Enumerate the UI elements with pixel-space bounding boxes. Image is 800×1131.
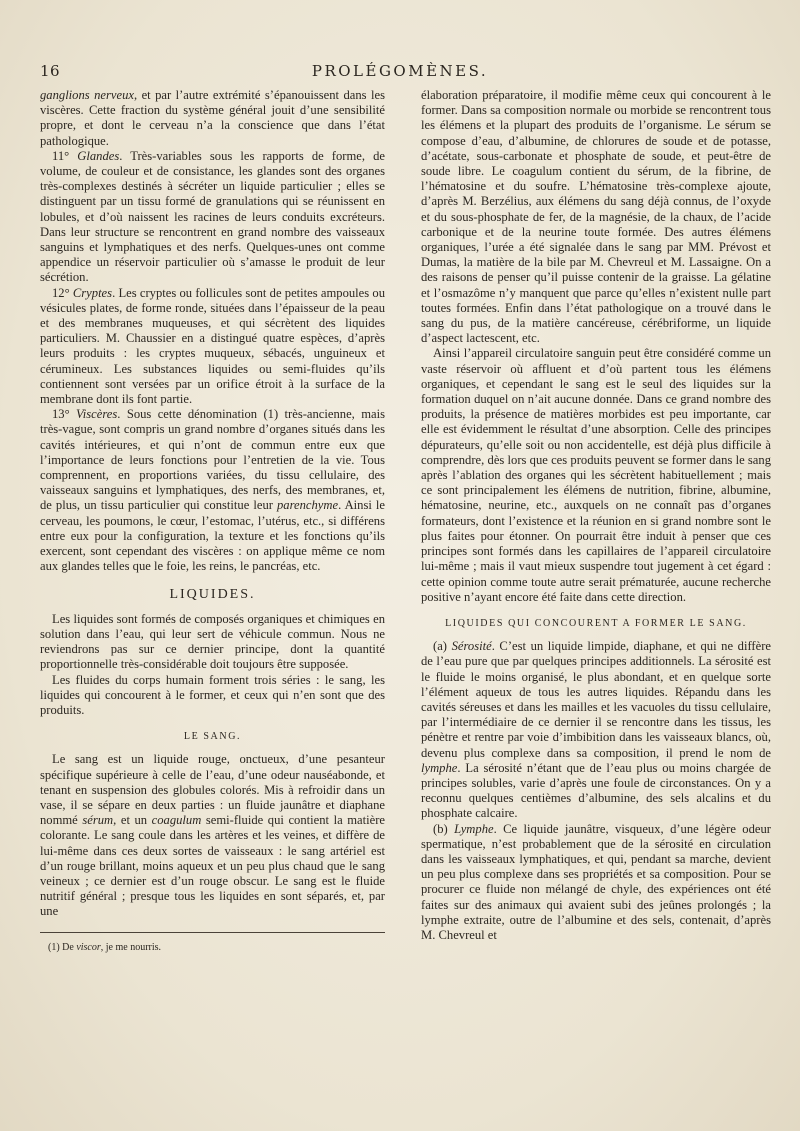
page-number: 16 [40, 62, 61, 80]
paragraph-text: , et un [113, 813, 152, 828]
item-label: (b) [433, 821, 455, 836]
paragraph-text: , et par l’autre extrémité s’épanouissent dans les viscères. Cette fraction du système général jouit d’une sensibilité propre, et dont le cerveau n’a la conscience que dans l’état pathologique. [40, 88, 386, 148]
italic-term: viscor [76, 941, 101, 953]
italic-term: Lymphe [454, 821, 494, 836]
italic-term: Glandes [77, 148, 120, 163]
paragraph-text: . Ainsi le cerveau, les poumons, le cœur, l’estomac, l’utérus, etc., si différens entre eux pour la configuration, la texture et les fonctions qu’ils exercent, sont cependant des viscères : on applique même ce nom aux glandes telles que le foie, les reins, le pancréas, etc. [40, 498, 385, 574]
left-column [40, 88, 385, 954]
paragraph-appareil: Ainsi l’appareil circulatoire sanguin peut être considéré comme un vaste réservoir où affluent et d’où partent tous les élémens organiques, et cependant le sang est le seul des liquides sur la formation duquel on n’ait aucune donnée. Dans ce grand nombre des produits, la présence de matières morbides est peu importante, car elle est évidemment le résultat d’une absorption. Celle des principes dépurateurs, qu’elle soit ou non accidentelle, est déjà plus difficile à comprendre, dès lors que ces produits peuvent se former dans le sang après l’ablation des organes qui les sécrètent habituellement ; mais ce sont principalement les élémens de nutrition, fibrine, albumine, hématosine, neurine, etc., auxquels on ne connaît pas d’organes formateurs, dont l’existence et la réunion en si grand nombre sont le plus faites pour étonner. On pourrait être induit à penser que ces principes sont formés dans les capillaires de l’appareil circulatoire lui-même ; mais il vaut mieux suspendre tout jugement à cet égard : cette opinion comme toute autre serait prématurée, aucune recherche positive n’ayant encore été faite dans cette direction. [421, 346, 771, 604]
italic-term: lymphe [421, 760, 458, 775]
paragraph-text: Le sang est un liquide rouge, onctueux, d’une pesanteur spécifique supérieure à celle de l’eau, d’une odeur nauséabonde, et tenant en suspension des globules colorés. Mis à refroidir dans un vase, il se sépare en deux parties : un fluide jaunâtre et diaphane nommé [40, 752, 385, 828]
item-number: 13° [52, 407, 77, 422]
paragraph-ganglions [40, 88, 385, 149]
italic-term: sérum [82, 813, 114, 828]
page-header [40, 62, 760, 84]
paragraph-text: . La sérosité n’étant que de l’eau plus ou moins chargée de principes solubles, varie d’après une foule de circonstances. On y a reconnu quelques centièmes d’albumine, des sels alcalins et du phosphate calcaire. [421, 760, 771, 821]
right-column [421, 88, 771, 943]
item-label: (a) [433, 639, 452, 654]
paragraph-lymphe [421, 822, 771, 944]
paragraph-cryptes [40, 286, 385, 408]
paragraph-elaboration: élaboration préparatoire, il modifie même ceux qui concourent à le former. Dans sa composition normale ou morbide se rencontrent tous les élémens et la plupart des produits de l’organisme. Le sérum se compose d’eau, d’albumine, de chlorures de soude et de potasse, d’acétate, sous-carbonate et phosphate de soude, et peut-être de soude libre. Le coagulum contient du sérum, de la fibrine, de l’hématosine et du soufre. L’hématosine très-complexe ajoute, d’après M. Berzélius, aux élémens du sang déjà connus, de l’oxyde et du sous-phosphate de fer, de la magnésie, de la chaux, de l’acide carbonique et de la neurine toute formée. Des autres élémens organiques, l’urée a été signalée dans le sang par MM. Prévost et Dumas, la matière de la bile par M. Chevreul et M. Lassaigne. On a des raisons de penser qu’il puisse contenir de la graisse. La gélatine et l’osmazôme n’y manquent que parce qu’elles n’existent nulle part toutes formées. Enfin dans l’état pathologique on a trouvé dans le sang du pus, de la matière cancéreuse, cérébriforme, un liquide d’aspect lactescent, etc. [421, 88, 771, 346]
running-head: PROLÉGOMÈNES. [311, 62, 489, 80]
paragraph-text: . Les cryptes ou follicules sont de petites ampoules ou vésicules plates, de forme ronde, situées dans l’épaisseur de la peau et des membranes muqueuses, et qui sécrètent des liquides particuliers. M. Chaussier en a distingué quatre espèces, d’après leurs produits : les cryptes muqueux, sébacés, unguineux et cérumineux. Les substances liquides ou semi-fluides qu’ils contiennent sont versées par un orifice étroit à la surface de la membrane dont ils font partie. [40, 285, 385, 407]
paragraph-text: . Très-variables sous les rapports de forme, de volume, de couleur et de consistance, les glandes sont des organes très-complexes destinés à sécréter un liquide particulier ; elles se distinguent par un tissu formé de granulations qui se réunissent en lobules, et d’où naissent les racines de leurs conduits excréteurs. Dans leur structure se rencontrent en grand nombre des vaisseaux sanguins et lymphatiques et des nerfs. Quelques-unes ont comme appendice un réservoir particulier où s’amasse le produit de leur sécrétion. [40, 148, 385, 285]
section-title-sang: LE SANG. [183, 731, 242, 743]
footnote-text: (1) De [48, 941, 77, 953]
italic-term: Cryptes [72, 285, 113, 300]
paragraph-text: . C’est un liquide limpide, diaphane, et qui ne diffère de l’eau pure que par quelques principes additionnels. La sérosité est le fluide le moins organisé, le plus abondant, et en quelque sorte l’élément aqueux de tous les autres liquides. Répandu dans les cavités séreuses et dans les mailles et les vacuoles du tissu cellulaire, par l’intermédiaire de ce dernier il se rencontre dans les tissus, les pénètre et rentre par voie d’imbibition dans les vaisseaux blancs, où, devenu plus complexe dans sa composition, il prend le nom de [421, 639, 771, 760]
paragraph-liquides-2: Les fluides du corps humain forment trois séries : le sang, les liquides qui concourent à le former, et ceux qui n’en sont que des produits. [40, 672, 385, 717]
paragraph-sang [40, 752, 385, 919]
section-title-liquides: LIQUIDES. [169, 586, 256, 602]
paragraph-text: semi-fluide qui contient la matière colorante. Le sang coule dans les artères et les veines, et diffère de lui-même dans ces deux sortes de vaisseaux : le sang artériel est d’un rouge brillant, moins aqueux et un peu plus chaud que le sang veineux ; ce dernier est d’un rouge obscur. Le sang est le fluide nutritif général ; presque tous les liquides en sont séparés, et, par une [40, 813, 385, 919]
italic-term: ganglions nerveux [40, 88, 134, 102]
footnote-text: , je me nourris. [100, 941, 162, 953]
italic-term: Sérosité [451, 639, 492, 654]
paragraph-visceres [40, 407, 385, 574]
italic-term: parenchyme [276, 498, 339, 513]
italic-term: Viscères [76, 407, 118, 422]
paragraph-text: . Ce liquide jaunâtre, visqueux, d’une légère odeur spermatique, n’est probablement que de la sérosité en circulation dans les vaisseaux lymphatiques, et qui, pendant sa marche, devient un peu plus complexe dans ses propriétés et sa composition. Pour se procurer ce fluide non mélangé de chyle, des expériences ont été faites sur des animaux qui avaient subi des jeûnes prolongés ; la lymphe extraite, outre de l’albumine et des sels, contenait, d’après M. Chevreul et [421, 821, 771, 942]
paragraph-liquides-1: Les liquides sont formés de composés organiques et chimiques en solution dans l’eau, qui leur sert de véhicule commun. Nous ne reviendrons pas sur ce dernier principe, dont la quantité proportionnelle très-considérable doit toujours être supposée. [40, 611, 385, 672]
item-number: 11° [52, 148, 78, 163]
section-title-liquides-concourent: LIQUIDES QUI CONCOURENT A FORMER LE SANG. [445, 617, 747, 629]
paragraph-text: . Sous cette dénomination (1) très-ancienne, mais très-vague, sont compris un grand nombre d’organes situés dans les cavités intérieures, et qui n’ont de commun entre eux que l’importance de leurs fonctions pour l’entretien de la vie. Tous comprennent, en proportions variées, du tissu cellulaire, des vaisseaux sanguins et lymphatiques, des nerfs, des membranes, et, de plus, un tissu particulier qui constitue leur [40, 407, 385, 513]
footnote-rule [40, 932, 385, 933]
item-number: 12° [52, 285, 73, 300]
italic-term: coagulum [151, 813, 202, 828]
footnote [40, 941, 385, 954]
paragraph-serosite [421, 639, 771, 821]
paragraph-glandes [40, 149, 385, 286]
